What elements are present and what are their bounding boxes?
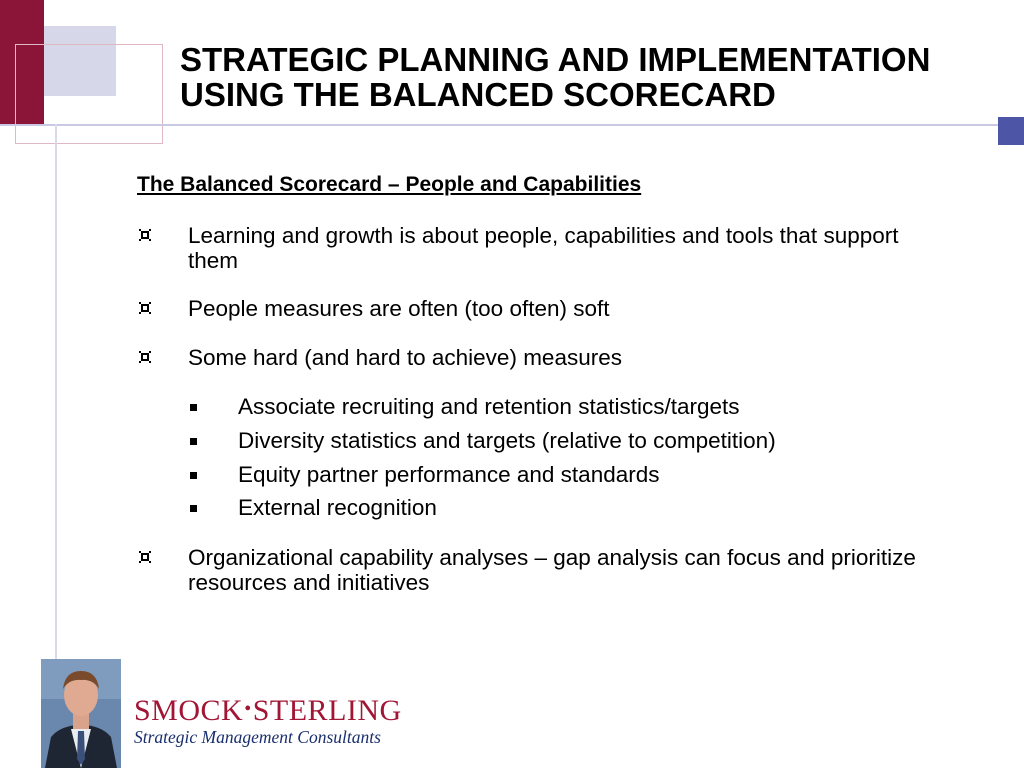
bullet-item [137,296,927,321]
sub-bullet-text: External recognition [238,495,437,520]
logo-tagline: Strategic Management Consultants [134,727,381,747]
square-bullet-icon [190,472,197,479]
sub-bullet-item [188,495,437,520]
presenter-photo [41,659,121,768]
square-bullet-icon [190,505,197,512]
bullet-text: Some hard (and hard to achieve) measures [188,345,622,370]
logo-part-1: SMOCK [134,694,244,727]
bullet-text: Learning and growth is about people, capabilities and tools that support them [188,223,899,273]
portrait-image [41,659,121,768]
sub-bullet-item [188,462,660,487]
bullet-item [137,345,927,370]
decor-vertical-rule [55,124,57,660]
bullet-item [137,545,927,595]
bullet-icon [137,349,153,365]
sub-bullet-text: Equity partner performance and standards [238,462,660,487]
decor-outline-box [15,44,163,144]
decor-blue-block [998,117,1024,145]
slide-subtitle: The Balanced Scorecard – People and Capabilities [137,173,642,196]
logo-part-2: STERLING [252,694,402,727]
logo-wordmark [134,693,402,727]
bullet-icon [137,549,153,565]
decor-horizontal-rule [0,124,1000,126]
slide-title-line-2: USING THE BALANCED SCORECARD [180,76,776,113]
bullet-icon [137,300,153,316]
square-bullet-icon [190,438,197,445]
bullet-text: Organizational capability analyses – gap analysis can focus and prioritize resources and initiatives [188,545,916,595]
bullet-item [137,223,927,273]
sub-bullet-item [188,394,740,419]
sub-bullet-item [188,428,776,453]
sub-bullet-text: Diversity statistics and targets (relative to competition) [238,428,776,453]
logo-separator: • [244,698,252,720]
slide-title [180,42,1010,112]
bullet-icon [137,227,153,243]
sub-bullet-text: Associate recruiting and retention statistics/targets [238,394,740,419]
square-bullet-icon [190,404,197,411]
bullet-text: People measures are often (too often) soft [188,296,610,321]
slide-title-line-1: STRATEGIC PLANNING AND IMPLEMENTATION [180,41,931,78]
company-logo [134,693,402,748]
